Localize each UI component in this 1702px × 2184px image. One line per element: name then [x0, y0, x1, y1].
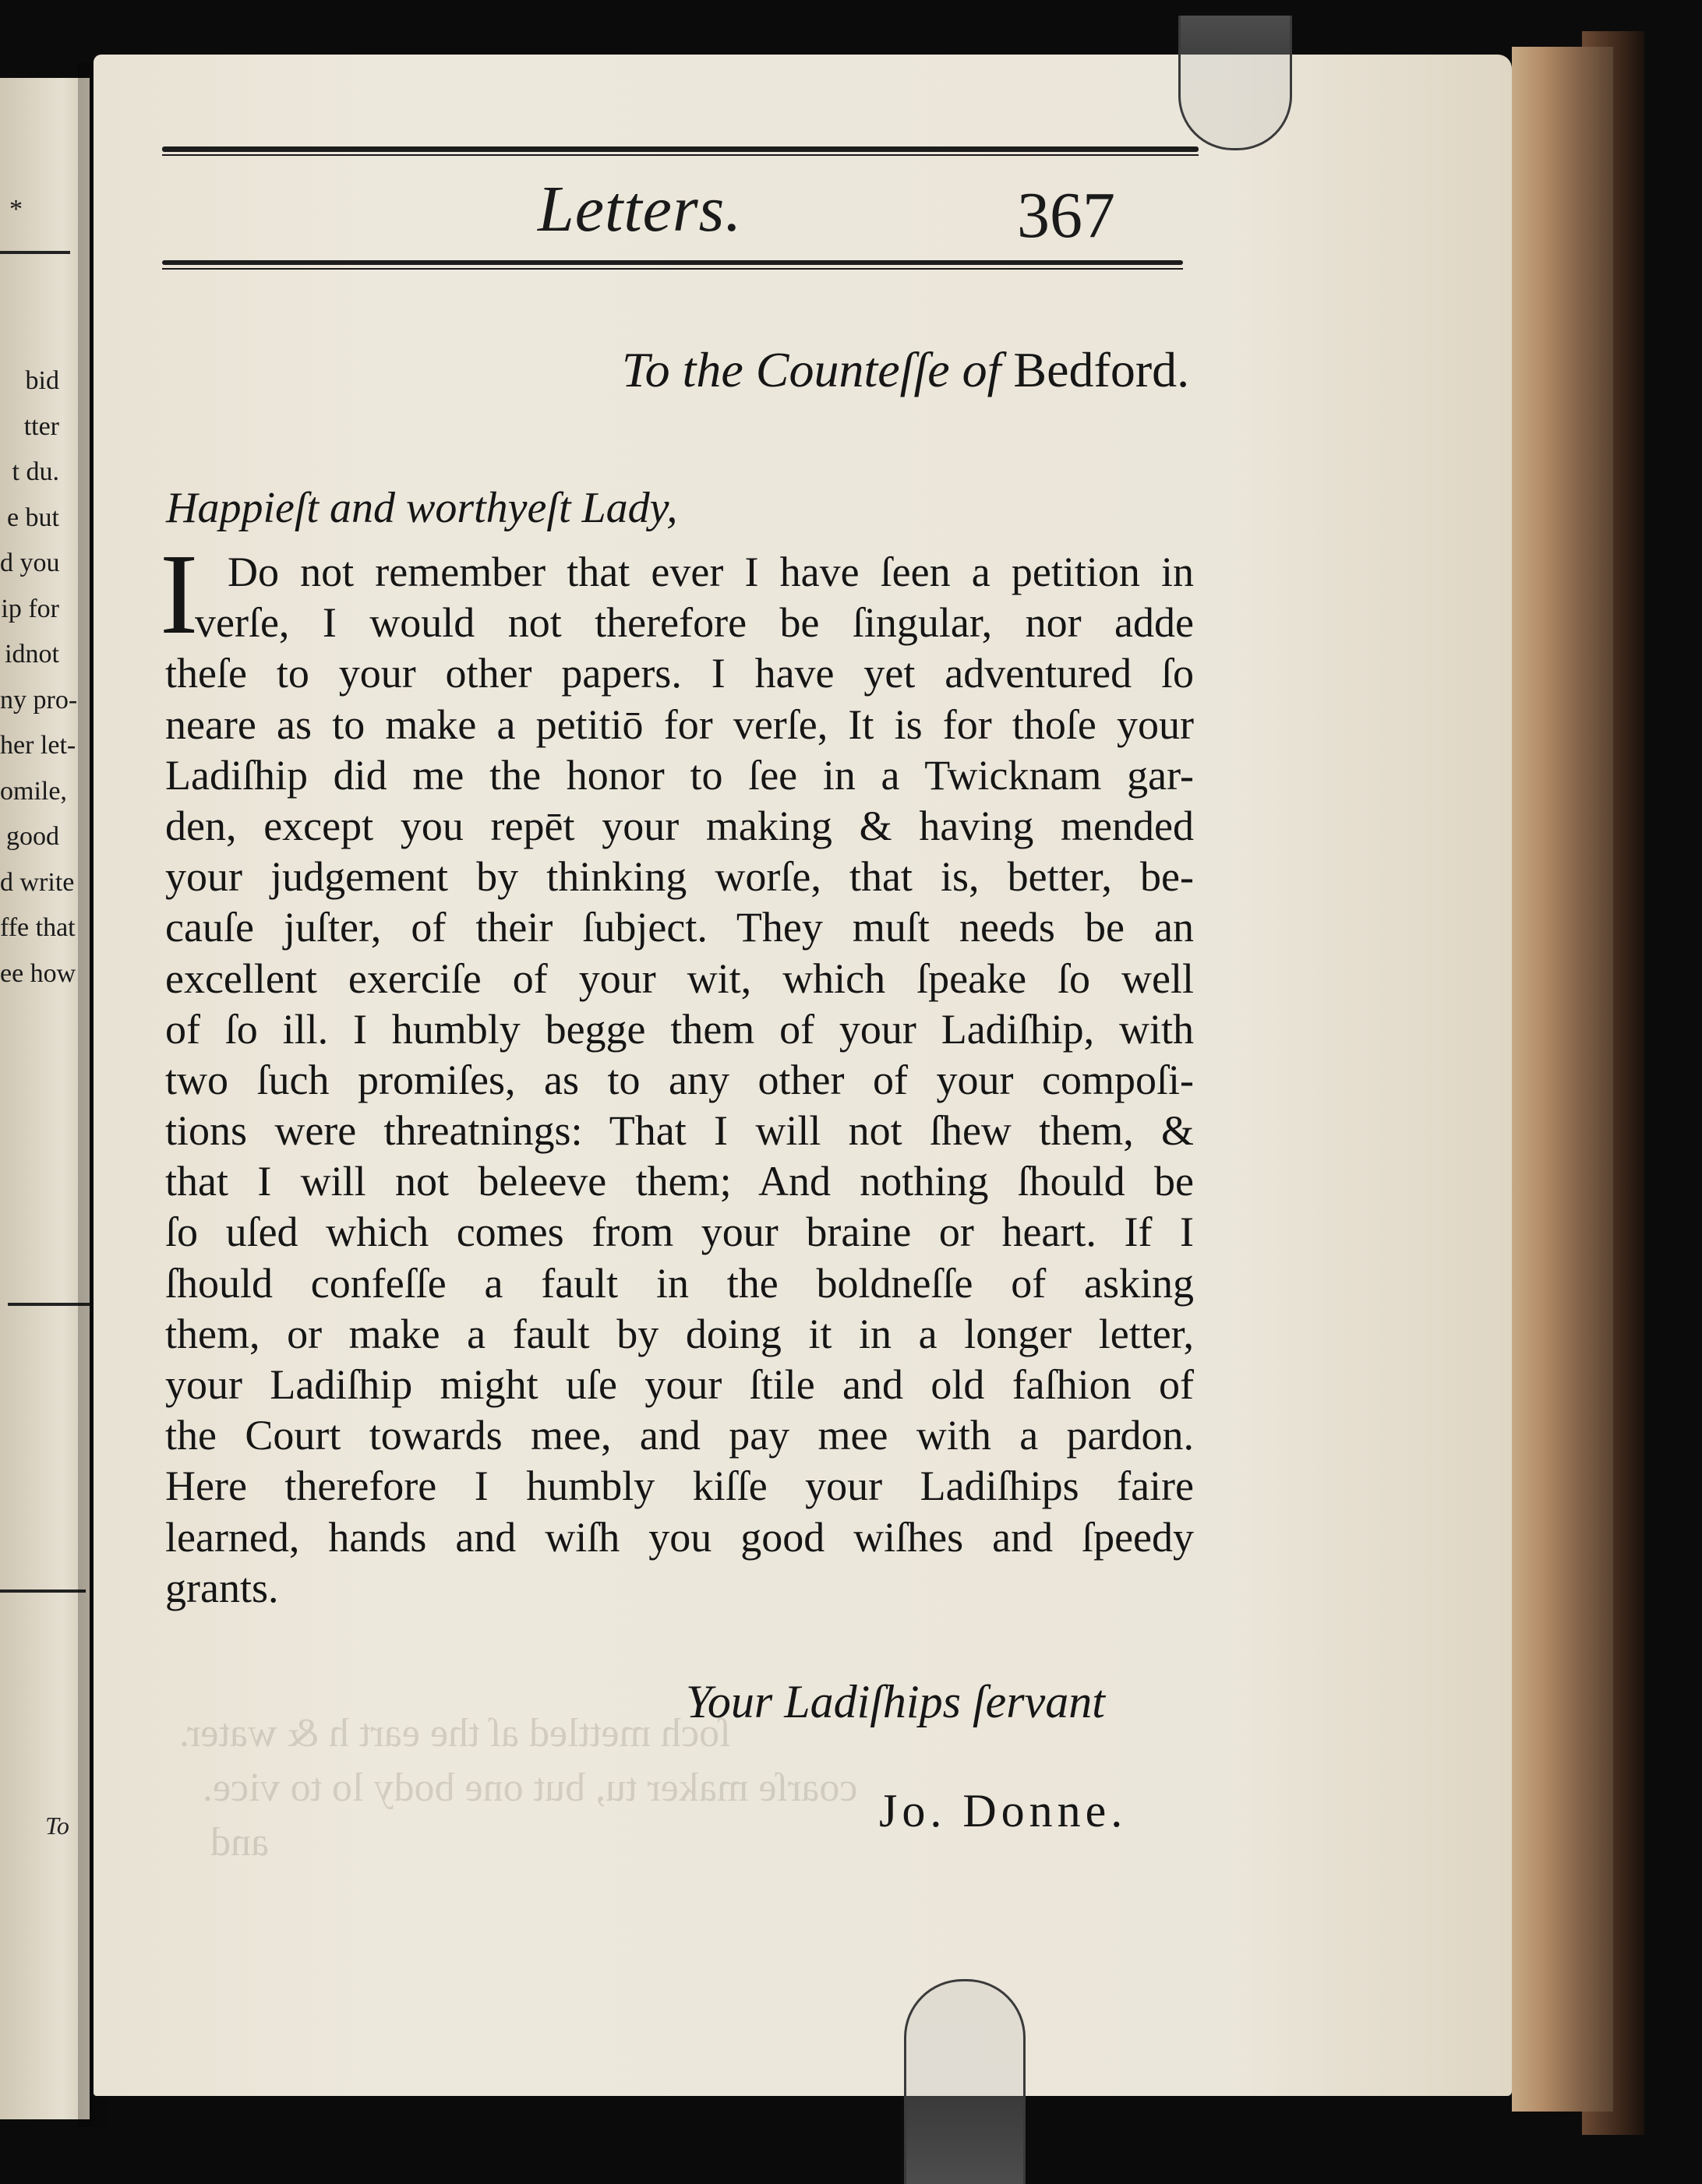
letter-line: your judgement by thinking worſe, that is, better, be-: [165, 853, 1194, 901]
letter-line: Do not remember that ever I have ſeen a petition in: [228, 549, 1194, 595]
letter-line: of ſo ill. I humbly begge them of your Ladiſhip, with: [165, 1005, 1194, 1053]
letter-line: grants.: [165, 1564, 279, 1611]
letter-line: them, or make a fault by doing it in a longer letter,: [165, 1310, 1194, 1357]
left-page-signature-mark: To: [45, 1812, 69, 1840]
header-rule-bottom-thin: [162, 268, 1183, 270]
running-title: Letters.: [538, 173, 743, 245]
letter-line: learned, hands and wiſh you good wiſhes and ſpeedy: [165, 1513, 1194, 1561]
left-page-fragment: ee how: [0, 958, 76, 988]
letter-line: tions were threatnings: That I will not ſhew them, &: [165, 1107, 1194, 1155]
letter-heading-italic: To the Counteſſe of: [621, 342, 1001, 397]
letter-signature: Jo. Donne.: [879, 1785, 1128, 1836]
drop-cap: I: [160, 531, 199, 658]
letter-heading: [0, 341, 1702, 399]
left-page-fragment: t du.: [12, 457, 59, 486]
left-page-fragment: d write: [0, 867, 75, 897]
left-page-fragment: tter: [23, 411, 59, 441]
letter-line: verſe, I would not therefore be ſingular, nor adde: [195, 599, 1194, 647]
page-number: 367: [1017, 179, 1115, 252]
letter-line: two ſuch promiſes, as to any other of your compoſi-: [165, 1056, 1194, 1103]
page-holder-clip-bottom: [904, 1979, 1026, 2184]
left-page-running-mark: *: [9, 195, 23, 224]
letter-line: your Ladiſhip might uſe your ſtile and old faſhion of: [165, 1361, 1194, 1408]
letter-line: neare as to make a petitiō for verſe, It is for thoſe your: [165, 700, 1194, 748]
letter-line: the Court towards mee, and pay mee with a pardon.: [165, 1412, 1194, 1459]
letter-line: den, except you repēt your making & having mended: [165, 802, 1194, 849]
header-rule-bottom: [162, 260, 1183, 265]
left-page-rule-bottom: [0, 1589, 86, 1593]
letter-line: Here therefore I humbly kiſſe your Ladiſhips faire: [165, 1462, 1194, 1510]
letter-line: excellent exerciſe of your wit, which ſpeake ſo well: [165, 954, 1194, 1002]
left-page-fragment: ip for: [1, 594, 59, 623]
left-page-fragment: good: [6, 822, 59, 851]
letter-line: that I will not beleeve them; And nothing ſhould be: [165, 1158, 1194, 1205]
left-page-fragment: ffe that: [0, 913, 76, 942]
left-page-fragment: her let-: [0, 731, 76, 760]
header-rule-top-thin: [162, 154, 1199, 156]
letter-line: Ladiſhip did me the honor to ſee in a Twicknam gar-: [165, 751, 1194, 799]
left-page-fragment: omile,: [0, 776, 67, 806]
letter-line: ſhould confeſſe a fault in the boldneſſe of asking: [165, 1259, 1194, 1307]
left-page-rule-top: [0, 251, 70, 254]
left-page-fragment: bid: [25, 366, 59, 395]
salutation: Happieſt and worthyeſt Lady,: [166, 484, 678, 532]
left-page-fragment: e but: [6, 503, 59, 532]
page-holder-clip-top: [1178, 16, 1292, 150]
letter-line: cauſe juſter, of their ſubject. They muſt needs be an: [165, 904, 1194, 951]
header-rule-top: [162, 146, 1199, 152]
letter-line: theſe to your other papers. I have yet adventured ſo: [165, 650, 1194, 697]
left-page-fragment: ny pro-: [0, 685, 78, 714]
left-page-fragment: idnot: [5, 640, 59, 669]
left-page-fragment: d you: [0, 549, 60, 577]
left-page-text-fragments: [0, 358, 78, 997]
letter-line: ſo uſed which comes from your braine or heart. If I: [165, 1208, 1194, 1256]
letter-body: [165, 547, 1194, 1614]
letter-closing: Your Ladiſhips ſervant: [686, 1676, 1105, 1727]
letter-heading-roman: Bedford.: [1013, 342, 1190, 397]
